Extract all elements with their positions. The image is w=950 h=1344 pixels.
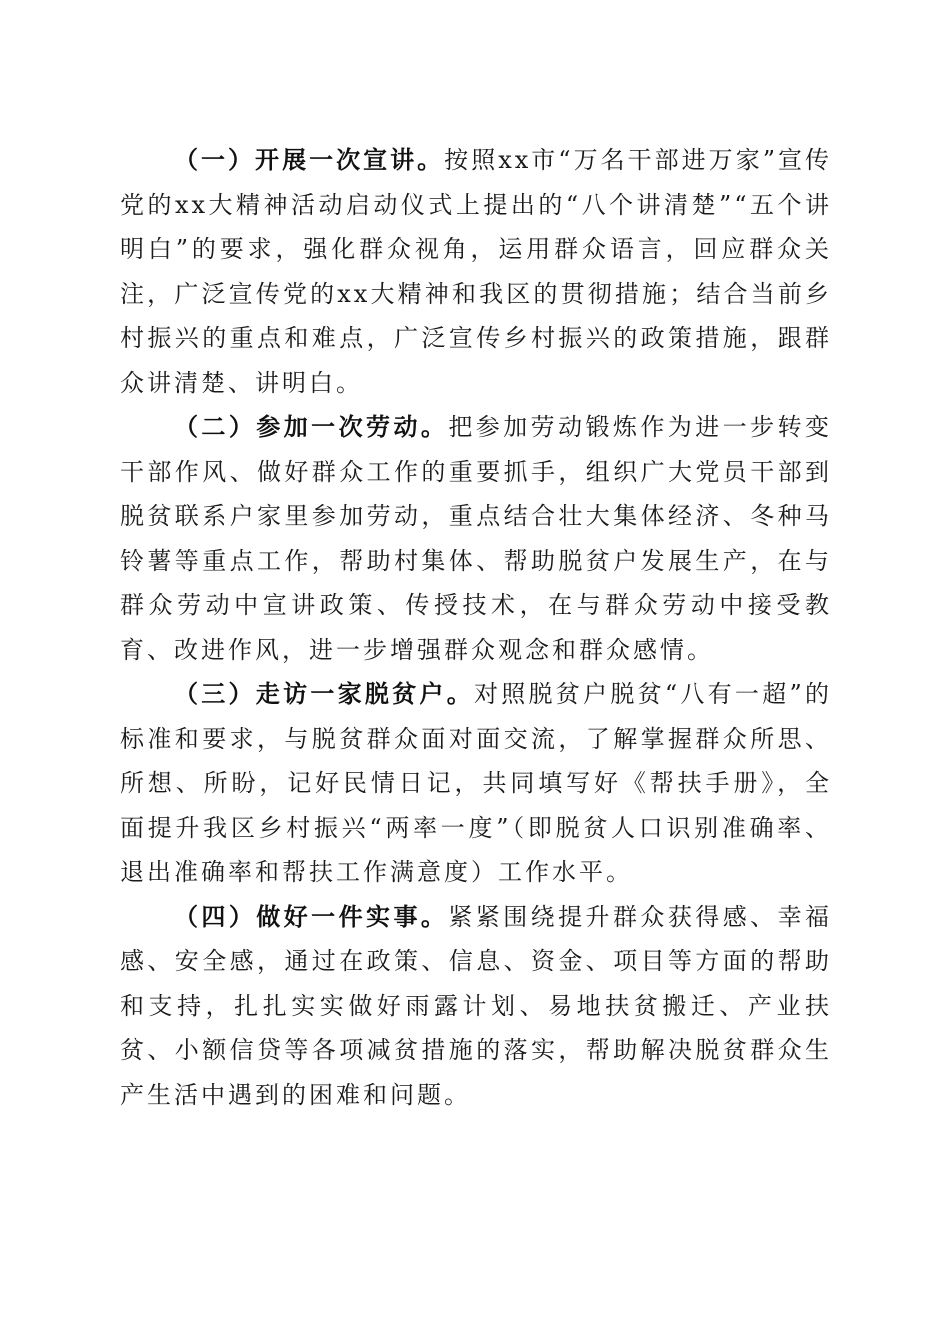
- paragraph-2-heading: （二）参加一次劳动。: [174, 412, 449, 441]
- paragraph-4-heading: （四）做好一件实事。: [174, 901, 449, 931]
- paragraph-3-body: 对照脱贫户脱贫“八有一超”的标准和要求，与脱贫群众面对面交流，了解掌握群众所思、所想、所盼，记好民情日记，共同填写好《帮扶手册》，全面提升我区乡村振兴“两率一度”（即脱贫人口识别准确率、退出准确率和帮扶工作满意度）工作水平。: [120, 680, 833, 886]
- paragraph-1-body: 按照xx市“万名干部进万家”宣传党的xx大精神活动启动仪式上提出的“八个讲清楚”“五个讲明白”的要求，强化群众视角，运用群众语言，回应群众关注，广泛宣传党的xx大精神和我区的贯彻措施；结合当前乡村振兴的重点和难点，广泛宣传乡村振兴的政策措施，跟群众讲清楚、讲明白。: [120, 146, 833, 397]
- paragraph-4: [120, 895, 832, 1118]
- paragraph-1-heading: （一）开展一次宣讲。: [174, 145, 445, 174]
- document-body: [120, 138, 832, 1117]
- paragraph-3-heading: （三）走访一家脱贫户。: [174, 679, 474, 708]
- paragraph-4-body: 紧紧围绕提升群众获得感、幸福感、安全感，通过在政策、信息、资金、项目等方面的帮助和支持，扎扎实实做好雨露计划、易地扶贫搬迁、产业扶贫、小额信贷等各项减贫措施的落实，帮助解决脱贫群众生产生活中遇到的困难和问题。: [120, 902, 833, 1109]
- paragraph-1: [120, 138, 832, 405]
- paragraph-3: [120, 672, 832, 895]
- paragraph-2-body: 把参加劳动锻炼作为进一步转变干部作风、做好群众工作的重要抓手，组织广大党员干部到脱贫联系户家里参加劳动，重点结合壮大集体经济、冬种马铃薯等重点工作，帮助村集体、帮助脱贫户发展生产，在与群众劳动中宣讲政策、传授技术，在与群众劳动中接受教育、改进作风，进一步增强群众观念和群众感情。: [120, 413, 833, 664]
- paragraph-2: [120, 405, 832, 672]
